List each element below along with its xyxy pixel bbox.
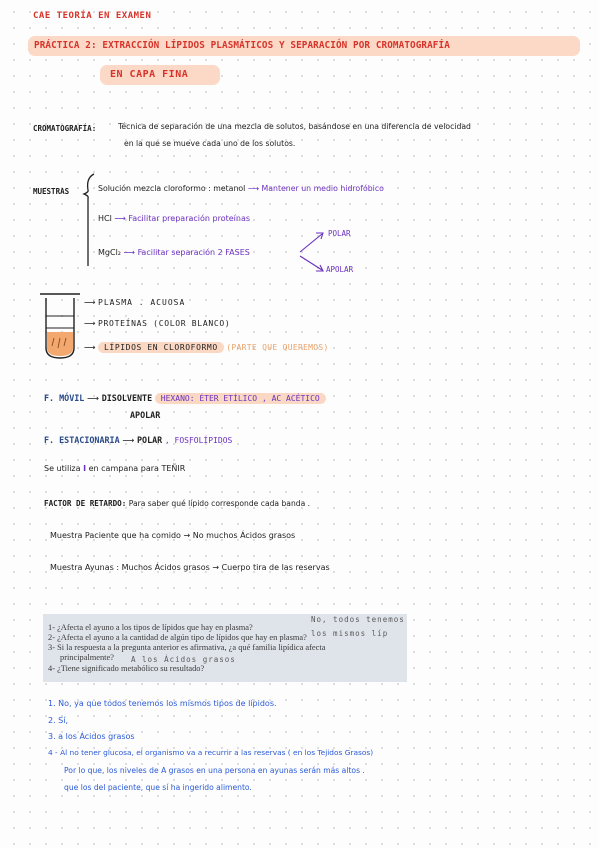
tube-note: (PARTE QUE QUEREMOS) [226, 343, 329, 352]
branch-apolar: APOLAR [326, 265, 354, 274]
tube-layer1-text: PLASMA . ACUOSA [98, 298, 186, 307]
fase-movil-solvent: HEXANO: ÉTER ETÍLICO , AC ACÉTICO [155, 393, 326, 404]
answer-4a: 4 - Al no tener glucosa, el organismo va a recurrir a las reservas ( en los Tejidos Grasos) [48, 748, 374, 757]
muestras-item3 [98, 248, 250, 257]
course-header: CAE TEORÍA EN EXAMEN [33, 11, 152, 21]
definition-line2: en la que se mueve cada uno de los solutos. [124, 139, 296, 148]
fase-movil-value: DISOLVENTE [101, 393, 153, 403]
definition-term: CROMATOGRAFÍA: [33, 124, 97, 133]
answer-4b: Por lo que, los niveles de A grasos en una persona en ayunas serán más altos . [64, 766, 365, 775]
muestra-ayunas: Muestra Ayunas : Muchos Ácidos grasos → Cuerpo tira de las reservas [50, 563, 330, 572]
factor-label: FACTOR DE RETARDO: [44, 499, 127, 508]
tinte-post: en campana para TEÑIR [88, 464, 186, 473]
test-tube-icon [38, 290, 88, 362]
tinte-symbol: I [83, 464, 87, 473]
arrow-icon: ⟶ [87, 393, 100, 403]
arrow-icon: ⟶ [84, 343, 96, 352]
fase-estacionaria-label: F. ESTACIONARIA [44, 435, 120, 445]
factor-text: Para saber qué lípido corresponde cada banda . [128, 499, 311, 508]
muestras-item1 [98, 184, 384, 193]
tinte-note [44, 464, 185, 473]
muestras-item2-text: HCl [98, 214, 112, 223]
tube-layer1 [84, 298, 185, 307]
arrow-icon: ⟶ [114, 214, 126, 223]
quiz-pencil-3: A los Ácidos grasos [131, 655, 236, 664]
quiz-image [43, 614, 407, 682]
definition-line1: Técnica de separación de una mezcla de solutos, basándose en una diferencia de velocidad [118, 122, 471, 131]
quiz-pencil-1: No, todos tenemos [311, 615, 405, 624]
answer-3: 3. a los Ácidos grasos [48, 732, 135, 741]
fase-estacionaria [44, 435, 232, 445]
arrow-icon: ⟶ [84, 319, 96, 328]
quiz-q1: 1- ¿Afecta el ayuno a los tipos de lípidos que hay en plasma? [48, 623, 253, 632]
muestras-item1-text: Solución mezcla cloroformo : metanol [98, 184, 246, 193]
factor-retardo [44, 499, 310, 508]
quiz-pencil-2: los mismos líp [311, 629, 389, 638]
muestras-item2-result: Facilitar preparación proteínas [128, 214, 251, 223]
fase-movil-label: F. MÓVIL [44, 393, 85, 403]
fase-estacionaria-extra: , FOSFOLÍPIDOS [164, 436, 233, 445]
muestras-item1-result: Mantener un medio hidrofóbico [261, 184, 384, 193]
fases-branch-arrows [298, 228, 328, 274]
muestras-label: MUESTRAS [33, 187, 70, 196]
answer-1: 1. No, ya que todos tenemos los mismos tipos de lípidos. [48, 699, 277, 708]
tinte-pre: Se utiliza [44, 464, 81, 473]
arrow-icon: ⟶ [123, 248, 136, 257]
branch-polar: POLAR [328, 229, 351, 238]
fase-estacionaria-value: POLAR [137, 435, 163, 445]
answer-4c: que los del paciente, que sí ha ingerido alimento. [64, 783, 252, 792]
tube-layer3 [84, 343, 329, 352]
arrow-icon: ⟶ [84, 298, 96, 307]
muestras-item3-result: Facilitar separación 2 FASES [137, 248, 250, 257]
quiz-q3b: principalmente? [60, 653, 114, 662]
arrow-icon: ⟶ [122, 435, 135, 445]
answer-2: 2. Sí, [48, 716, 69, 725]
tube-layer3-text: LÍPIDOS EN CLOROFORMO [98, 342, 224, 353]
muestra-paciente: Muestra Paciente que ha comido → No muchos Ácidos grasos [50, 531, 296, 540]
quiz-q3a: 3- Si la respuesta a la pregunta anterior es afirmativa, ¿a qué familia lipídica afecta [48, 643, 326, 652]
tube-layer2-text: PROTEÍNAS (COLOR BLANCO) [98, 319, 231, 328]
muestras-brace [80, 172, 98, 272]
quiz-q2: 2- ¿Afecta el ayuno a la cantidad de algún tipo de lípidos que hay en plasma? [48, 633, 307, 642]
page-title: PRÁCTICA 2: EXTRACCIÓN LÍPIDOS PLASMÁTICOS Y SEPARACIÓN POR CROMATOGRAFÍA [34, 40, 450, 51]
muestras-item3-text: MgCl₂ [98, 248, 121, 257]
page-title-2: EN CAPA FINA [110, 69, 189, 80]
arrow-icon: ⟶ [247, 184, 260, 193]
quiz-q4: 4- ¿Tiene significado metabólico su resultado? [48, 664, 205, 673]
fase-movil [44, 393, 326, 403]
fase-movil-apolar: APOLAR [130, 410, 161, 420]
tube-layer2 [84, 319, 230, 328]
muestras-item2 [98, 214, 250, 223]
